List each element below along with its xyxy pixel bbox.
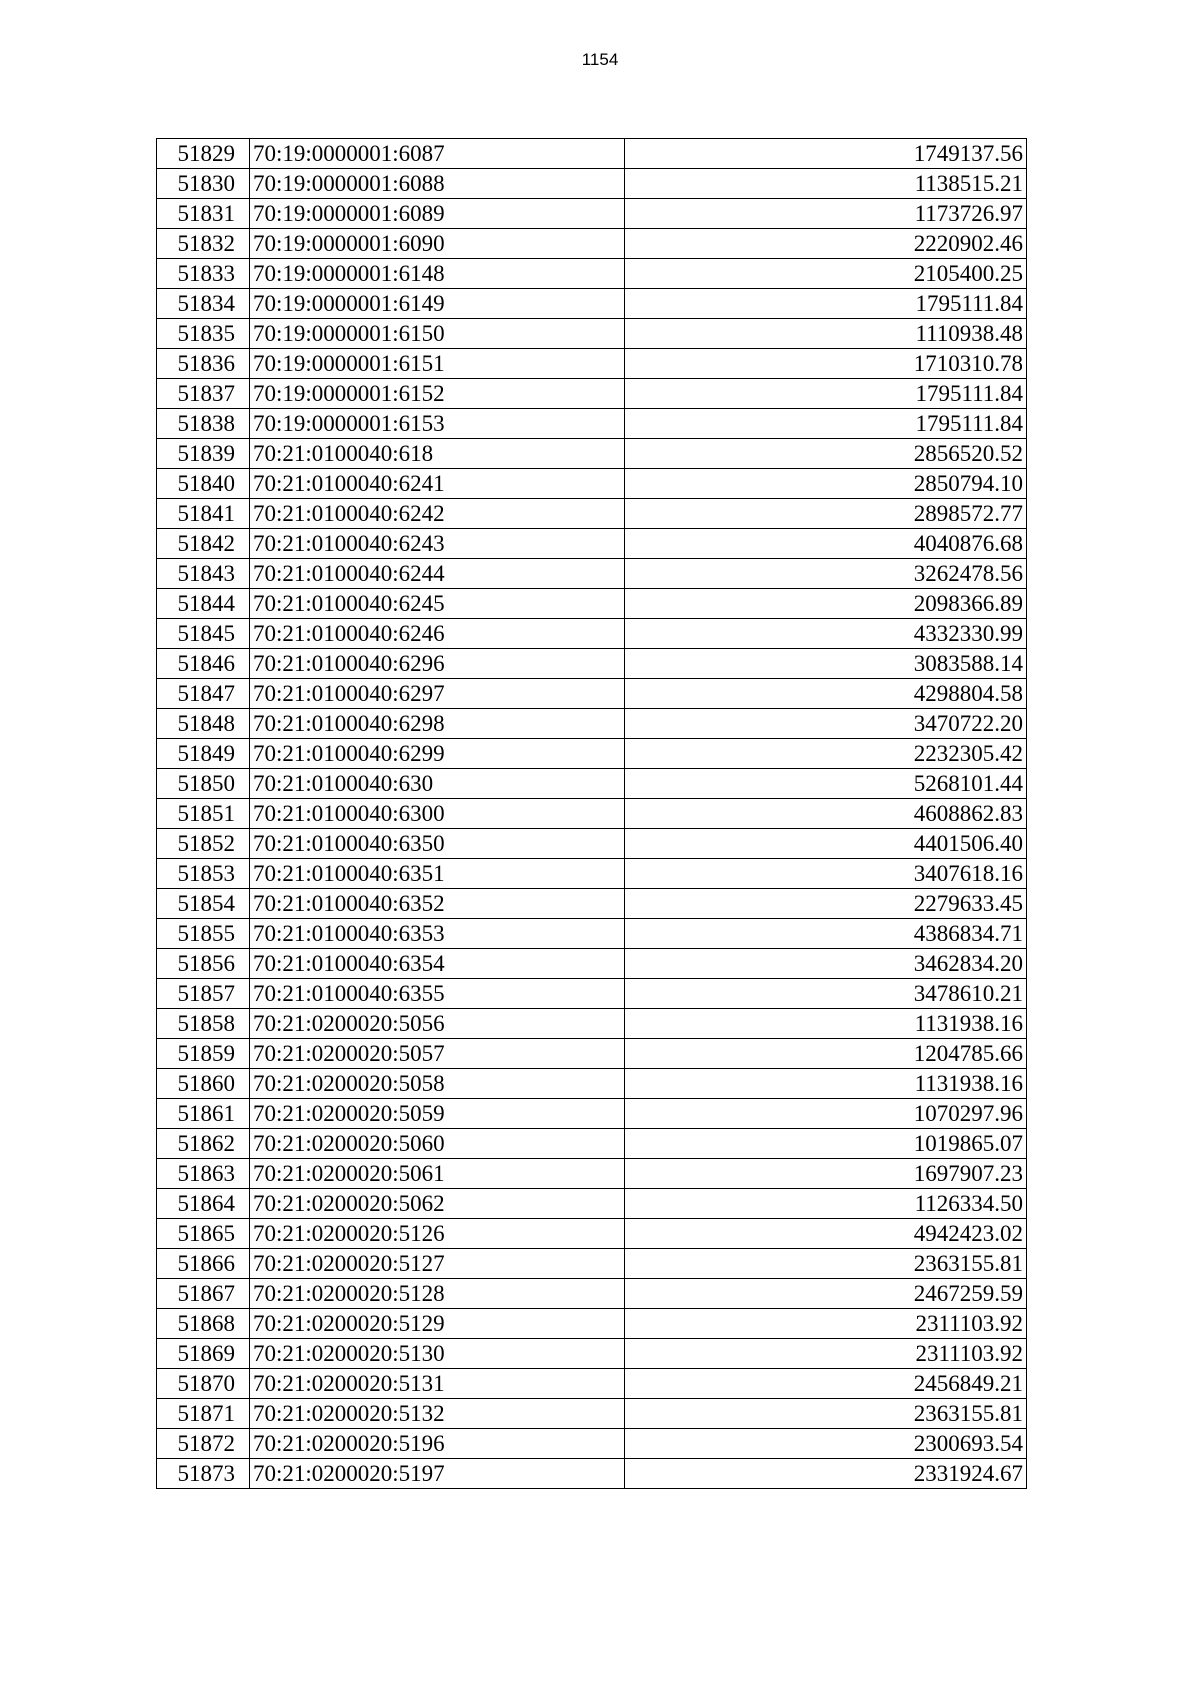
table-row xyxy=(157,1159,1027,1189)
cadastral-value-cell: 2311103.92 xyxy=(625,1309,1027,1339)
cadastral-number-cell: 70:19:0000001:6149 xyxy=(250,289,625,319)
row-number-cell: 51839 xyxy=(157,439,250,469)
row-number-cell: 51857 xyxy=(157,979,250,1009)
cadastral-number-cell: 70:21:0200020:5132 xyxy=(250,1399,625,1429)
cadastral-number-cell: 70:21:0200020:5060 xyxy=(250,1129,625,1159)
cadastral-number-cell: 70:21:0200020:5130 xyxy=(250,1339,625,1369)
row-number-cell: 51864 xyxy=(157,1189,250,1219)
cadastral-value-cell: 2850794.10 xyxy=(625,469,1027,499)
row-number-cell: 51833 xyxy=(157,259,250,289)
cadastral-value-cell: 2098366.89 xyxy=(625,589,1027,619)
row-number-cell: 51865 xyxy=(157,1219,250,1249)
table-row xyxy=(157,1279,1027,1309)
cadastral-number-cell: 70:21:0100040:6245 xyxy=(250,589,625,619)
table-row xyxy=(157,319,1027,349)
row-number-cell: 51853 xyxy=(157,859,250,889)
cadastral-number-cell: 70:21:0200020:5129 xyxy=(250,1309,625,1339)
row-number-cell: 51861 xyxy=(157,1099,250,1129)
table-row xyxy=(157,1429,1027,1459)
cadastral-value-cell: 1131938.16 xyxy=(625,1069,1027,1099)
table-row xyxy=(157,679,1027,709)
cadastral-value-cell: 4040876.68 xyxy=(625,529,1027,559)
cadastral-number-cell: 70:21:0100040:6241 xyxy=(250,469,625,499)
row-number-cell: 51854 xyxy=(157,889,250,919)
table-row xyxy=(157,1369,1027,1399)
cadastral-number-cell: 70:19:0000001:6150 xyxy=(250,319,625,349)
cadastral-value-cell: 3470722.20 xyxy=(625,709,1027,739)
cadastral-value-cell: 3262478.56 xyxy=(625,559,1027,589)
cadastral-number-cell: 70:21:0100040:6353 xyxy=(250,919,625,949)
row-number-cell: 51850 xyxy=(157,769,250,799)
table-body xyxy=(157,139,1027,1489)
table-row xyxy=(157,499,1027,529)
cadastral-value-cell: 2232305.42 xyxy=(625,739,1027,769)
cadastral-number-cell: 70:21:0100040:630 xyxy=(250,769,625,799)
table-row xyxy=(157,1219,1027,1249)
row-number-cell: 51841 xyxy=(157,499,250,529)
cadastral-value-cell: 1110938.48 xyxy=(625,319,1027,349)
cadastral-value-cell: 1795111.84 xyxy=(625,289,1027,319)
cadastral-value-cell: 3478610.21 xyxy=(625,979,1027,1009)
cadastral-value-cell: 2363155.81 xyxy=(625,1249,1027,1279)
cadastral-value-cell: 4608862.83 xyxy=(625,799,1027,829)
table-row xyxy=(157,1399,1027,1429)
cadastral-number-cell: 70:21:0200020:5196 xyxy=(250,1429,625,1459)
table-row xyxy=(157,799,1027,829)
cadastral-value-cell: 1138515.21 xyxy=(625,169,1027,199)
table-row xyxy=(157,1009,1027,1039)
cadastral-value-cell: 2898572.77 xyxy=(625,499,1027,529)
table-row xyxy=(157,229,1027,259)
cadastral-number-cell: 70:21:0200020:5128 xyxy=(250,1279,625,1309)
row-number-cell: 51836 xyxy=(157,349,250,379)
cadastral-value-cell: 2105400.25 xyxy=(625,259,1027,289)
row-number-cell: 51869 xyxy=(157,1339,250,1369)
cadastral-value-cell: 1019865.07 xyxy=(625,1129,1027,1159)
cadastral-number-cell: 70:21:0200020:5197 xyxy=(250,1459,625,1489)
cadastral-value-cell: 2363155.81 xyxy=(625,1399,1027,1429)
cadastral-number-cell: 70:19:0000001:6151 xyxy=(250,349,625,379)
cadastral-value-cell: 1710310.78 xyxy=(625,349,1027,379)
cadastral-value-cell: 1173726.97 xyxy=(625,199,1027,229)
table-row xyxy=(157,769,1027,799)
cadastral-value-cell: 2300693.54 xyxy=(625,1429,1027,1459)
row-number-cell: 51844 xyxy=(157,589,250,619)
row-number-cell: 51873 xyxy=(157,1459,250,1489)
cadastral-number-cell: 70:19:0000001:6088 xyxy=(250,169,625,199)
cadastral-number-cell: 70:21:0100040:6354 xyxy=(250,949,625,979)
cadastral-value-cell: 1126334.50 xyxy=(625,1189,1027,1219)
row-number-cell: 51838 xyxy=(157,409,250,439)
cadastral-number-cell: 70:21:0100040:6242 xyxy=(250,499,625,529)
row-number-cell: 51835 xyxy=(157,319,250,349)
row-number-cell: 51837 xyxy=(157,379,250,409)
cadastral-number-cell: 70:21:0200020:5057 xyxy=(250,1039,625,1069)
table-row xyxy=(157,1189,1027,1219)
table-row xyxy=(157,649,1027,679)
cadastral-number-cell: 70:21:0100040:6244 xyxy=(250,559,625,589)
cadastral-number-cell: 70:21:0200020:5056 xyxy=(250,1009,625,1039)
row-number-cell: 51867 xyxy=(157,1279,250,1309)
cadastral-value-cell: 2456849.21 xyxy=(625,1369,1027,1399)
row-number-cell: 51860 xyxy=(157,1069,250,1099)
table-row xyxy=(157,1309,1027,1339)
table-row xyxy=(157,1249,1027,1279)
cadastral-number-cell: 70:21:0100040:6297 xyxy=(250,679,625,709)
cadastral-number-cell: 70:19:0000001:6152 xyxy=(250,379,625,409)
row-number-cell: 51859 xyxy=(157,1039,250,1069)
cadastral-value-cell: 4401506.40 xyxy=(625,829,1027,859)
table-row xyxy=(157,619,1027,649)
cadastral-value-cell: 1795111.84 xyxy=(625,379,1027,409)
cadastral-value-cell: 2311103.92 xyxy=(625,1339,1027,1369)
table-row xyxy=(157,949,1027,979)
table-row xyxy=(157,889,1027,919)
table-row xyxy=(157,469,1027,499)
cadastral-value-cell: 1697907.23 xyxy=(625,1159,1027,1189)
cadastral-value-cell: 2467259.59 xyxy=(625,1279,1027,1309)
cadastral-value-cell: 4942423.02 xyxy=(625,1219,1027,1249)
cadastral-number-cell: 70:19:0000001:6089 xyxy=(250,199,625,229)
row-number-cell: 51870 xyxy=(157,1369,250,1399)
row-number-cell: 51829 xyxy=(157,139,250,169)
row-number-cell: 51852 xyxy=(157,829,250,859)
page-number: 1154 xyxy=(581,50,619,69)
row-number-cell: 51846 xyxy=(157,649,250,679)
table-row xyxy=(157,739,1027,769)
table-row xyxy=(157,1039,1027,1069)
table-row xyxy=(157,259,1027,289)
cadastral-value-cell: 3407618.16 xyxy=(625,859,1027,889)
cadastral-value-cell: 1070297.96 xyxy=(625,1099,1027,1129)
cadastral-value-cell: 2220902.46 xyxy=(625,229,1027,259)
cadastral-number-cell: 70:19:0000001:6153 xyxy=(250,409,625,439)
row-number-cell: 51847 xyxy=(157,679,250,709)
cadastral-value-cell: 2331924.67 xyxy=(625,1459,1027,1489)
row-number-cell: 51856 xyxy=(157,949,250,979)
cadastral-number-cell: 70:21:0100040:6352 xyxy=(250,889,625,919)
row-number-cell: 51866 xyxy=(157,1249,250,1279)
table-row xyxy=(157,1339,1027,1369)
table-row xyxy=(157,859,1027,889)
cadastral-value-cell: 2279633.45 xyxy=(625,889,1027,919)
cadastral-value-cell: 3083588.14 xyxy=(625,649,1027,679)
cadastral-number-cell: 70:21:0100040:618 xyxy=(250,439,625,469)
table-row xyxy=(157,349,1027,379)
table-row xyxy=(157,379,1027,409)
table-row xyxy=(157,409,1027,439)
table-row xyxy=(157,559,1027,589)
row-number-cell: 51872 xyxy=(157,1429,250,1459)
row-number-cell: 51842 xyxy=(157,529,250,559)
cadastral-number-cell: 70:21:0100040:6299 xyxy=(250,739,625,769)
cadastral-number-cell: 70:21:0100040:6300 xyxy=(250,799,625,829)
cadastral-number-cell: 70:21:0200020:5062 xyxy=(250,1189,625,1219)
cadastral-number-cell: 70:21:0100040:6298 xyxy=(250,709,625,739)
cadastral-number-cell: 70:21:0200020:5059 xyxy=(250,1099,625,1129)
row-number-cell: 51858 xyxy=(157,1009,250,1039)
row-number-cell: 51855 xyxy=(157,919,250,949)
cadastral-number-cell: 70:21:0200020:5061 xyxy=(250,1159,625,1189)
table-row xyxy=(157,1129,1027,1159)
cadastral-number-cell: 70:21:0200020:5127 xyxy=(250,1249,625,1279)
cadastral-value-cell: 4332330.99 xyxy=(625,619,1027,649)
row-number-cell: 51862 xyxy=(157,1129,250,1159)
cadastral-number-cell: 70:19:0000001:6148 xyxy=(250,259,625,289)
table-row xyxy=(157,1099,1027,1129)
row-number-cell: 51871 xyxy=(157,1399,250,1429)
cadastral-number-cell: 70:21:0100040:6351 xyxy=(250,859,625,889)
cadastral-value-cell: 1131938.16 xyxy=(625,1009,1027,1039)
row-number-cell: 51851 xyxy=(157,799,250,829)
cadastral-value-table xyxy=(156,138,1027,1489)
row-number-cell: 51868 xyxy=(157,1309,250,1339)
cadastral-value-cell: 5268101.44 xyxy=(625,769,1027,799)
table-row xyxy=(157,589,1027,619)
cadastral-value-cell: 2856520.52 xyxy=(625,439,1027,469)
cadastral-number-cell: 70:21:0200020:5131 xyxy=(250,1369,625,1399)
table-row xyxy=(157,919,1027,949)
cadastral-number-cell: 70:21:0100040:6355 xyxy=(250,979,625,1009)
cadastral-number-cell: 70:21:0200020:5126 xyxy=(250,1219,625,1249)
table-row xyxy=(157,529,1027,559)
cadastral-value-cell: 1795111.84 xyxy=(625,409,1027,439)
row-number-cell: 51863 xyxy=(157,1159,250,1189)
cadastral-value-cell: 1204785.66 xyxy=(625,1039,1027,1069)
row-number-cell: 51843 xyxy=(157,559,250,589)
table-row xyxy=(157,439,1027,469)
row-number-cell: 51840 xyxy=(157,469,250,499)
row-number-cell: 51834 xyxy=(157,289,250,319)
cadastral-number-cell: 70:19:0000001:6087 xyxy=(250,139,625,169)
table-row xyxy=(157,1069,1027,1099)
row-number-cell: 51830 xyxy=(157,169,250,199)
cadastral-value-cell: 4298804.58 xyxy=(625,679,1027,709)
table-row xyxy=(157,829,1027,859)
cadastral-value-cell: 3462834.20 xyxy=(625,949,1027,979)
row-number-cell: 51848 xyxy=(157,709,250,739)
row-number-cell: 51831 xyxy=(157,199,250,229)
cadastral-number-cell: 70:21:0100040:6296 xyxy=(250,649,625,679)
table-row xyxy=(157,709,1027,739)
cadastral-number-cell: 70:21:0100040:6243 xyxy=(250,529,625,559)
table-row xyxy=(157,979,1027,1009)
row-number-cell: 51845 xyxy=(157,619,250,649)
cadastral-number-cell: 70:21:0200020:5058 xyxy=(250,1069,625,1099)
table-row xyxy=(157,139,1027,169)
table-row xyxy=(157,199,1027,229)
table-row xyxy=(157,169,1027,199)
cadastral-value-cell: 1749137.56 xyxy=(625,139,1027,169)
cadastral-number-cell: 70:21:0100040:6350 xyxy=(250,829,625,859)
row-number-cell: 51832 xyxy=(157,229,250,259)
cadastral-number-cell: 70:19:0000001:6090 xyxy=(250,229,625,259)
cadastral-value-cell: 4386834.71 xyxy=(625,919,1027,949)
table-row xyxy=(157,1459,1027,1489)
cadastral-number-cell: 70:21:0100040:6246 xyxy=(250,619,625,649)
row-number-cell: 51849 xyxy=(157,739,250,769)
table-row xyxy=(157,289,1027,319)
